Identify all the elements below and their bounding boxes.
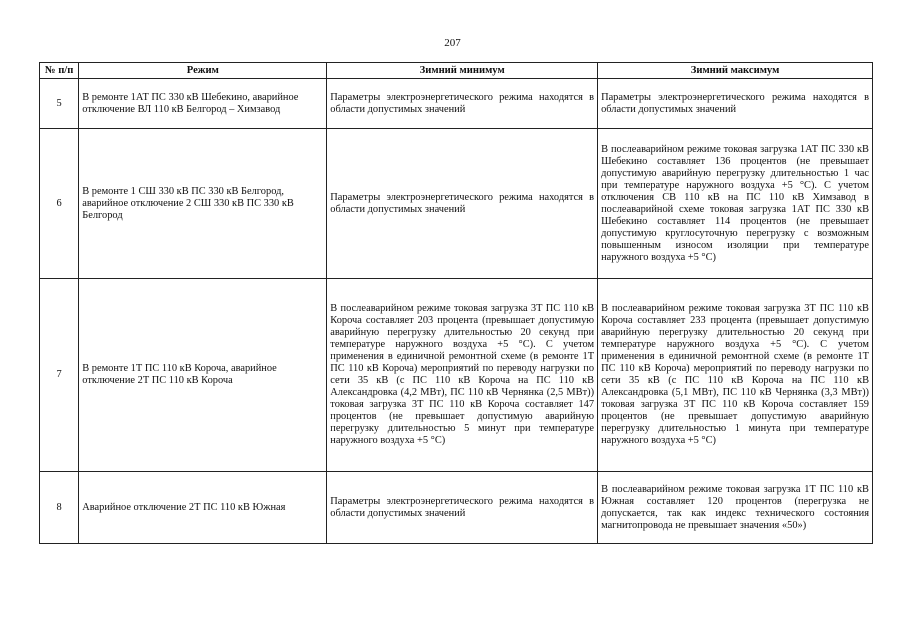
row-winter-min: В послеаварийном режиме токовая загрузка 3Т ПС 110 кВ Короча составляет 203 процента (превышает допустимую аварийную перегрузку длительностью 20 секунд при температуре наружного воздуха +5 °С). С учетом применения в единичной ремонтной схеме (в ремонте 1Т ПС 110 кВ Короча) мероприятий по переводу нагрузки по сети 35 кВ (с ПС 110 кВ Короча на ПС 110 кВ Александровка (4,2 МВт), ПС 110 кВ Чернянка (2,5 МВт)) токовая загрузка 3Т ПС 110 кВ Короча составляет 147 процентов (не превышает допустимую аварийную перегрузку длительностью 5 минут при температуре наружного воздуха +5 °С) [327, 279, 598, 472]
header-row [40, 63, 873, 79]
row-mode: В ремонте 1Т ПС 110 кВ Короча, аварийное отключение 2Т ПС 110 кВ Короча [79, 279, 327, 472]
row-number: 7 [40, 279, 79, 472]
header-winter-max: Зимний максимум [598, 63, 873, 79]
header-num: № п/п [40, 63, 79, 79]
row-mode: В ремонте 1 СШ 330 кВ ПС 330 кВ Белгород, аварийное отключение 2 СШ 330 кВ ПС 330 кВ Белгород [79, 129, 327, 279]
table-row [40, 129, 873, 279]
row-winter-max: В послеаварийном режиме токовая загрузка 1АТ ПС 330 кВ Шебекино составляет 136 процентов (не превышает допустимую аварийную перегрузку длительностью 1 час при температуре наружного воздуха +5 °С). С учетом отключения СВ 110 кВ на ПС 110 кВ Химзавод в послеаварийной схеме токовая загрузка 1АТ ПС 330 кВ Шебекино составляет 114 процентов (не превышает допустимую круглосуточную перегрузку с возможным повышенным износом изоляции при температуре наружного воздуха +5 °С) [598, 129, 873, 279]
header-mode: Режим [79, 63, 327, 79]
table-row [40, 472, 873, 544]
table-row [40, 79, 873, 129]
row-number: 5 [40, 79, 79, 129]
table-row [40, 279, 873, 472]
row-winter-max: В послеаварийном режиме токовая загрузка 3Т ПС 110 кВ Короча составляет 233 процента (превышает допустимую аварийную перегрузку длительностью 20 секунд при температуре наружного воздуха +5 °С). С учетом применения в единичной ремонтной схеме (в ремонте 1Т ПС 110 кВ Короча) мероприятий по переводу нагрузки по сети 35 кВ (с ПС 110 кВ Короча на ПС 110 кВ Александровка (5,1 МВт), ПС 110 кВ Чернянка (3,3 МВт)) токовая загрузка 3Т ПС 110 кВ Короча составляет 159 процентов (не превышает допустимую аварийную перегрузку длительностью 1 минута при температуре наружного воздуха +5 °С) [598, 279, 873, 472]
row-mode: В ремонте 1АТ ПС 330 кВ Шебекино, аварийное отключение ВЛ 110 кВ Белгород – Химзавод [79, 79, 327, 129]
row-number: 6 [40, 129, 79, 279]
row-winter-min: Параметры электроэнергетического режима находятся в области допустимых значений [327, 129, 598, 279]
row-mode: Аварийное отключение 2Т ПС 110 кВ Южная [79, 472, 327, 544]
page-number: 207 [444, 37, 461, 49]
row-winter-max: В послеаварийном режиме токовая загрузка 1Т ПС 110 кВ Южная составляет 120 процентов (перегрузка не допускается, так как индекс технического состояния магнитопровода не превышает значения «50») [598, 472, 873, 544]
row-winter-min: Параметры электроэнергетического режима находятся в области допустимых значений [327, 79, 598, 129]
regimes-table [39, 62, 873, 544]
row-number: 8 [40, 472, 79, 544]
row-winter-max: Параметры электроэнергетического режима находятся в области допустимых значений [598, 79, 873, 129]
header-winter-min: Зимний минимум [327, 63, 598, 79]
row-winter-min: Параметры электроэнергетического режима находятся в области допустимых значений [327, 472, 598, 544]
